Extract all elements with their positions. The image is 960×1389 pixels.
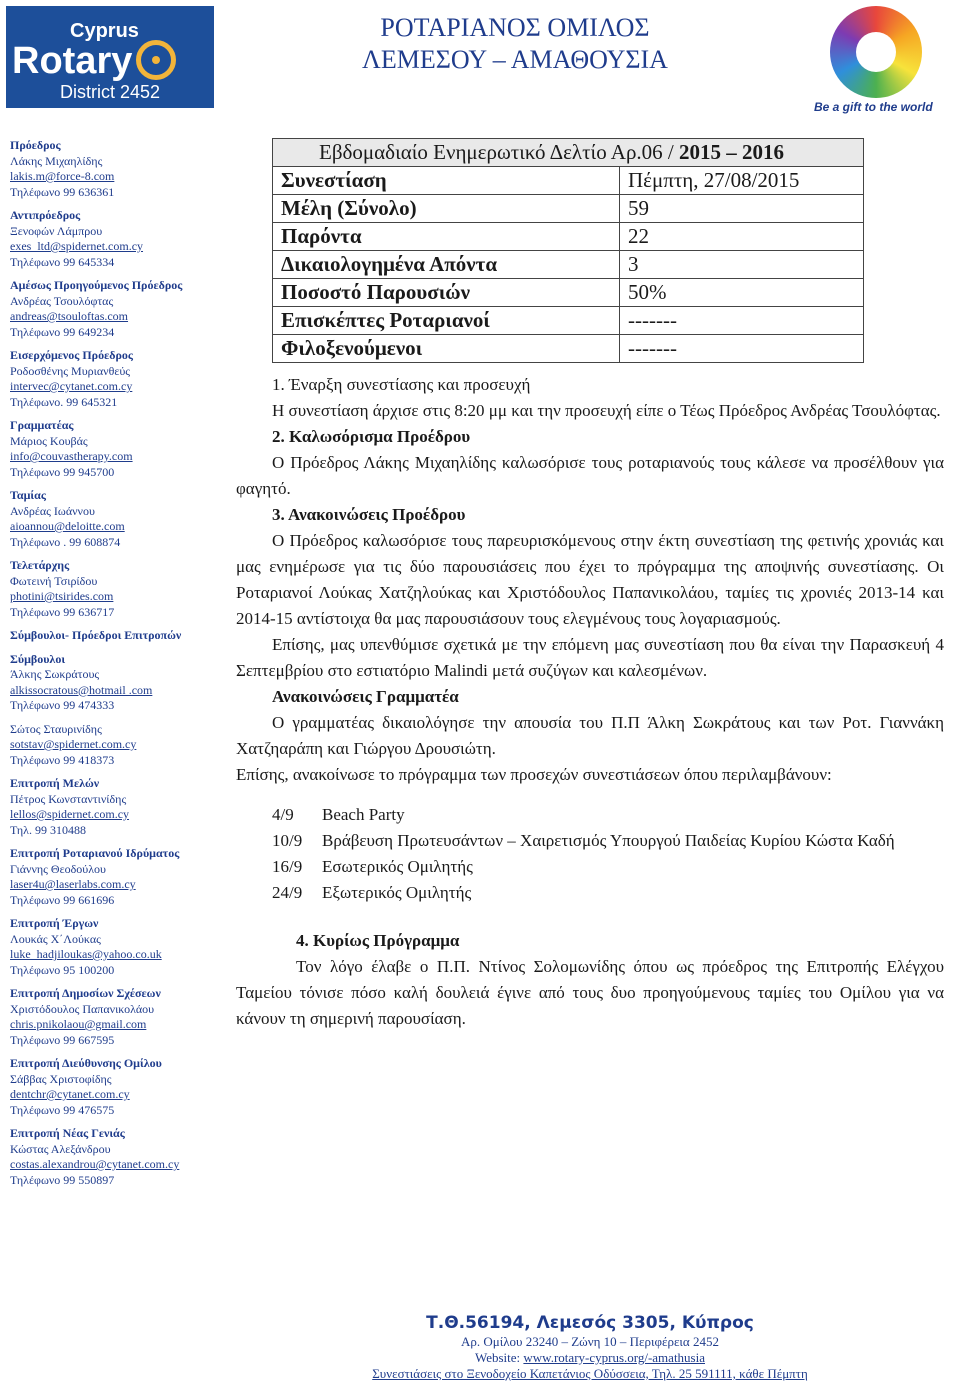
rotary-district-logo	[6, 6, 214, 108]
gift-logo-icon	[830, 6, 922, 98]
stats-value: Πέμπτη, 27/08/2015	[620, 167, 864, 195]
stats-label: Επισκέπτες Ροταριανοί	[273, 307, 620, 335]
officer-email[interactable]: sotstav@spidernet.com.cy	[10, 737, 137, 751]
officer-role: Επιτροπή Μελών	[10, 776, 100, 790]
section-3-text-1: Ο Πρόεδρος καλωσόρισε τους παρευρισκόμενους στην έκτη συνεστίαση της φετινής χρονιάς και μας ενημέρωσε για τις δύο παρουσιάσεις που έχει το πρόγραμμα της αποψινής συνεστίασης. Οι Ροταριανοί Λούκας Χατζηλούκας και Χριστόδουλος Παπανικολάου, ταμίες τις χρονιές 2013-14 και 2014-15 αντίστοιχα θα μας παρουσιάσουν τους ελεγμένους τους λογαριασμούς.	[236, 531, 944, 628]
officer-phone: Τηλέφωνο. 99 645321	[10, 394, 118, 409]
officer-role: Αντιπρόεδρος	[10, 208, 81, 222]
officer-phone: Τηλέφωνο . 99 608874	[10, 534, 121, 549]
officer-phone: Τηλ. 99 310488	[10, 822, 86, 837]
club-title-line2: ΛΕΜΕΣΟΥ – ΑΜΑΘΟΥΣΙΑ	[362, 45, 668, 74]
officer-role: Πρόεδρος	[10, 138, 61, 152]
officer-email[interactable]: info@couvastherapy.com	[10, 449, 133, 463]
officer-name: Πέτρος Κωνσταντινίδης	[10, 791, 127, 806]
be-a-gift-logo	[806, 6, 952, 118]
section-1-text: Η συνεστίαση άρχισε στις 8:20 μμ και την προσευχή είπε ο Τέως Πρόεδρος Ανδρέας Τσουλόφτας.	[272, 401, 941, 420]
officer-role: Επιτροπή Δημοσίων Σχέσεων	[10, 986, 161, 1000]
footer-club-number: Αρ. Ομίλου 23240 – Ζώνη 10 – Περιφέρεια 2452	[461, 1334, 719, 1349]
stats-value: 50%	[620, 279, 864, 307]
officer-name: Λάκης Μιχαηλίδης	[10, 153, 103, 168]
bulletin-content	[236, 372, 944, 1032]
officer-entry	[10, 278, 228, 340]
officers-sidebar	[10, 138, 228, 1196]
officer-name: Μάριος Κουβάς	[10, 433, 88, 448]
officer-name: Κώστας Αλεξάνδρου	[10, 1141, 111, 1156]
officer-email[interactable]: costas.alexandrou@cytanet.com.cy	[10, 1157, 180, 1171]
footer-website-label: Website:	[474, 1350, 524, 1365]
bulletin-heading-text: Εβδομαδιαίο Ενημερωτικό Δελτίο Αρ.06 /	[319, 140, 680, 164]
officer-entry	[10, 846, 228, 908]
officer-name: Λουκάς Χ΄Λούκας	[10, 931, 101, 946]
section-2-title: 2. Καλωσόρισμα Προέδρου	[272, 427, 471, 446]
stats-row	[273, 251, 864, 279]
officer-entry	[10, 208, 228, 270]
bulletin-heading-year: 2015 – 2016	[679, 140, 785, 164]
officer-role: Εισερχόμενος Πρόεδρος	[10, 348, 133, 362]
stats-value: 22	[620, 223, 864, 251]
officer-email[interactable]: alkissocratous@hotmail .com	[10, 682, 153, 697]
section-3-text-2: Επίσης, μας υπενθύμισε σχετικά με την επόμενη μας συνεστίαση που θα είναι την Παρασκευή 4 Σεπτεμβρίου στο εστιατόριο Malindi μετά συζύγων και καλεσμένων.	[236, 635, 944, 680]
officer-email[interactable]: lellos@spidernet.com.cy	[10, 807, 130, 821]
officer-email[interactable]: laser4u@laserlabs.com.cy	[10, 877, 136, 891]
stats-label: Δικαιολογημένα Απόντα	[273, 251, 620, 279]
officer-entry	[10, 986, 228, 1048]
officer-phone: Τηλέφωνο 99 667595	[10, 1032, 115, 1047]
officer-role: Επιτροπή Ροταριανού Ιδρύματος	[10, 846, 180, 860]
stats-label: Παρόντα	[273, 223, 620, 251]
secretary-text-2: Επίσης, ανακοίνωσε το πρόγραμμα των προσεχών συνεστιάσεων όπου περιλαμβάνουν:	[236, 765, 832, 784]
officer-phone: Τηλέφωνο 99 645334	[10, 254, 115, 269]
schedule-item	[236, 802, 944, 828]
stats-label: Μέλη (Σύνολο)	[273, 195, 620, 223]
officer-email[interactable]: intervec@cytanet.com.cy	[10, 379, 133, 393]
officer-role: Αμέσως Προηγούμενος Πρόεδρος	[10, 278, 183, 292]
section-4-title: 4. Κυρίως Πρόγραμμα	[296, 931, 460, 950]
stats-heading-row	[273, 139, 864, 167]
schedule-text: Εσωτερικός Ομιλητής	[322, 857, 473, 876]
officer-phone: Τηλέφωνο 99 476575	[10, 1102, 115, 1117]
schedule-date: 4/9	[272, 805, 294, 824]
officer-email[interactable]: photini@tsirides.com	[10, 589, 114, 603]
officer-email[interactable]: luke_hadjiloukas@yahoo.co.uk	[10, 947, 162, 961]
schedule-date: 10/9	[272, 831, 303, 850]
stats-label: Φιλοξενούμενοι	[273, 335, 620, 363]
stats-label: Συνεστίαση	[273, 167, 620, 195]
section-4-text: Τον λόγο έλαβε ο Π.Π. Ντίνος Σολομωνίδης όπου ως πρόεδρος της Επιτροπής Ελέγχου Ταμείου τόνισε πόσο καλή δουλειά έγινε από τους δυο προηγούμενους ταμίες του Ομίλου για να κάνουν τη σημερινή παρουσίαση.	[236, 957, 944, 1028]
schedule-date: 16/9	[272, 857, 303, 876]
schedule-text: Εξωτερικός Ομιλητής	[322, 883, 472, 902]
officer-email[interactable]: andreas@tsouloftas.com	[10, 309, 129, 323]
officer-name: Ανδρέας Ιωάννου	[10, 503, 95, 518]
stats-row	[273, 335, 864, 363]
club-title	[300, 12, 730, 76]
officer-name: Ροδοσθένης Μυριανθεύς	[10, 363, 131, 378]
logo-rotary: Rotary	[12, 40, 133, 82]
stats-label: Ποσοστό Παρουσιών	[273, 279, 620, 307]
officer-entry	[10, 652, 228, 714]
officer-email[interactable]: dentchr@cytanet.com.cy	[10, 1087, 130, 1101]
logo-district: District 2452	[60, 82, 161, 102]
officer-email[interactable]: exes_ltd@spidernet.com.cy	[10, 239, 144, 253]
officer-name: Σάββας Χριστοφίδης	[10, 1071, 112, 1086]
officer-entry	[10, 348, 228, 410]
section-3-title: 3. Ανακοινώσεις Προέδρου	[272, 505, 466, 524]
club-title-line1: ΡΟΤΑΡΙΑΝΟΣ ΟΜΙΛΟΣ	[380, 13, 650, 42]
stats-value: 3	[620, 251, 864, 279]
officer-phone: Τηλέφωνο 95 100200	[10, 962, 115, 977]
stats-row	[273, 195, 864, 223]
officer-entry	[10, 1056, 228, 1118]
officer-role: Τελετάρχης	[10, 558, 70, 572]
logo-country: Cyprus	[70, 20, 139, 42]
section-1-title: 1. Έναρξη συνεστίασης και προσευχή	[272, 375, 531, 394]
rotary-wheel-icon	[136, 40, 176, 80]
officer-role: Επιτροπή Έργων	[10, 916, 99, 930]
stats-row	[273, 223, 864, 251]
schedule-text: Βράβευση Πρωτευσάντων – Χαιρετισμός Υπουργού Παιδείας Κυρίου Κώστα Καδή	[322, 831, 895, 850]
officer-phone: Τηλέφωνο 99 945700	[10, 464, 115, 479]
officer-email[interactable]: aioannou@deloitte.com	[10, 519, 125, 533]
officer-name: Γιάννης Θεοδούλου	[10, 861, 106, 876]
schedule-item	[236, 828, 944, 854]
sidebar-heading: Σύμβουλοι- Πρόεδροι Επιτροπών	[10, 628, 182, 642]
footer-address: Τ.Θ.56194, Λεμεσός 3305, Κύπρος	[426, 1313, 754, 1333]
footer-website	[230, 1350, 950, 1366]
bulletin-stats-table	[272, 138, 864, 363]
stats-value: -------	[620, 307, 864, 335]
bulletin-heading	[273, 139, 864, 167]
section-2-text: Ο Πρόεδρος Λάκης Μιχαηλίδης καλωσόρισε τους ροταριανούς τους κάλεσε να προσέλθουν για φαγητό.	[236, 453, 944, 498]
stats-value: 59	[620, 195, 864, 223]
footer	[230, 1312, 950, 1382]
schedule-list	[236, 802, 944, 906]
officer-phone: Τηλέφωνο 99 649234	[10, 324, 115, 339]
footer-website-link[interactable]: www.rotary-cyprus.org/-amathusia	[523, 1350, 705, 1365]
officer-email[interactable]: chris.pnikolaou@gmail.com	[10, 1017, 147, 1031]
gift-logo-text: Be a gift to the world	[814, 100, 933, 114]
officer-name: Ξενοφών Λάμπρου	[10, 223, 103, 238]
stats-row	[273, 307, 864, 335]
officer-phone: Τηλέφωνο 99 636717	[10, 604, 115, 619]
secretary-title: Ανακοινώσεις Γραμματέα	[272, 687, 459, 706]
officer-phone: Τηλέφωνο 99 474333	[10, 698, 115, 712]
schedule-item	[236, 880, 944, 906]
officer-entry	[10, 916, 228, 978]
secretary-text-1: Ο γραμματέας δικαιολόγησε την απουσία του Π.Π Άλκη Σωκράτους και των Ροτ. Γιαννάκη Χατζηαράπη και Γιώργου Δρουσιώτη.	[236, 713, 944, 758]
officer-email[interactable]: lakis.m@force-8.com	[10, 169, 115, 183]
officer-phone: Τηλέφωνο 99 550897	[10, 1172, 115, 1187]
officer-name: Ανδρέας Τσουλόφτας	[10, 293, 114, 308]
officer-phone: Τηλέφωνο 99 418373	[10, 752, 115, 767]
officer-entry	[10, 138, 228, 200]
officer-phone: Τηλέφωνο 99 636361	[10, 184, 115, 199]
officer-name: Σώτος Σταυρινίδης	[10, 721, 102, 736]
officer-phone: Τηλέφωνο 99 661696	[10, 892, 115, 907]
officer-entry	[10, 1126, 228, 1188]
footer-meeting-info: Συνεστιάσεις στο Ξενοδοχείο Καπετάνιος Οδύσσεια, Τηλ. 25 591111, κάθε Πέμπτη	[372, 1366, 808, 1381]
schedule-date: 24/9	[272, 883, 303, 902]
officer-entry	[10, 558, 228, 620]
officer-role: Ταμίας	[10, 488, 46, 502]
schedule-text: Beach Party	[322, 805, 405, 824]
officer-role: Γραμματέας	[10, 418, 74, 432]
stats-value: -------	[620, 335, 864, 363]
stats-row	[273, 167, 864, 195]
officer-role: Επιτροπή Νέας Γενιάς	[10, 1126, 125, 1140]
officer-entry	[10, 722, 228, 769]
officer-role: Επιτροπή Διεύθυνσης Ομίλου	[10, 1056, 162, 1070]
officer-entry	[10, 776, 228, 838]
officer-entry	[10, 418, 228, 480]
schedule-item	[236, 854, 944, 880]
stats-row	[273, 279, 864, 307]
officer-entry	[10, 488, 228, 550]
officer-name: Φωτεινή Τσιρίδου	[10, 573, 98, 588]
officer-name: Χριστόδουλος Παπανικολάου	[10, 1001, 155, 1016]
officer-role: Σύμβουλοι	[10, 651, 66, 666]
officer-name: Άλκης Σωκράτους	[10, 667, 100, 681]
